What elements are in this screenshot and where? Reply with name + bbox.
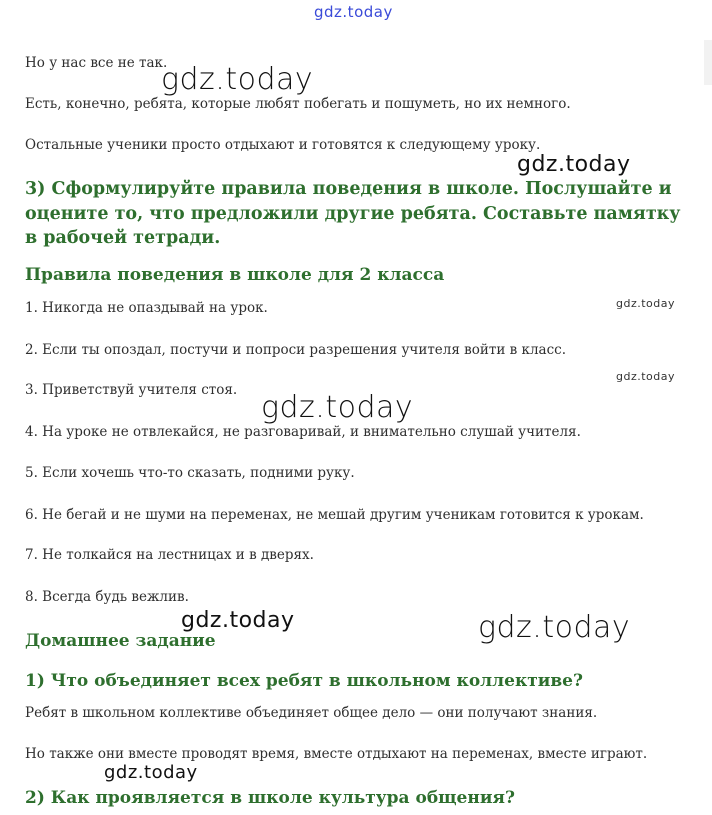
paragraph: Но у нас все не так. xyxy=(25,55,168,71)
paragraph: Есть, конечно, ребята, которые любят побегать и пошуметь, но их немного. xyxy=(25,96,571,112)
paragraph: Ребят в школьном коллективе объединяет общее дело — они получают знания. xyxy=(25,705,598,721)
list-item: 3. Приветствуй учителя стоя. xyxy=(25,382,238,398)
question-heading: 1) Что объединяет всех ребят в школьном коллективе? xyxy=(25,671,583,691)
task-heading: 3) Сформулируйте правила поведения в школе. Послушайте и оцените то, что предложили другие ребята. Составьте памятку в рабочей тетради. xyxy=(25,179,681,248)
watermark: gdz.today xyxy=(616,297,676,310)
watermark-logo-top: gdz.today xyxy=(314,3,393,21)
watermark: gdz.today xyxy=(104,762,198,783)
list-item: 4. На уроке не отвлекайся, не разговаривай, и внимательно слушай учителя. xyxy=(25,424,581,440)
watermark: gdz.today xyxy=(261,390,414,425)
list-item: 2. Если ты опоздал, постучи и попроси разрешения учителя войти в класс. xyxy=(25,342,567,358)
list-item: 6. Не бегай и не шуми на переменах, не мешай другим ученикам готовится к урокам. xyxy=(25,507,644,523)
paragraph: Но также они вместе проводят время, вместе отдыхают на переменах, вместе играют. xyxy=(25,746,648,762)
list-item: 1. Никогда не опаздывай на урок. xyxy=(25,300,268,316)
question-heading: 2) Как проявляется в школе культура общения? xyxy=(25,788,515,808)
watermark: gdz.today xyxy=(478,610,631,645)
list-item: 5. Если хочешь что-то сказать, подними руку. xyxy=(25,465,355,481)
list-item: 8. Всегда будь вежлив. xyxy=(25,589,189,605)
watermark: gdz.today xyxy=(517,152,631,177)
section-heading-rules: Правила поведения в школе для 2 класса xyxy=(25,265,445,285)
section-heading-homework: Домашнее задание xyxy=(25,631,216,651)
watermark: gdz.today xyxy=(616,370,676,383)
paragraph: Остальные ученики просто отдыхают и готовятся к следующему уроку. xyxy=(25,137,541,153)
watermark: gdz.today xyxy=(161,62,314,97)
list-item: 7. Не толкайся на лестницах и в дверях. xyxy=(25,547,314,563)
watermark: gdz.today xyxy=(181,608,295,633)
scrollbar-track[interactable] xyxy=(704,40,712,85)
